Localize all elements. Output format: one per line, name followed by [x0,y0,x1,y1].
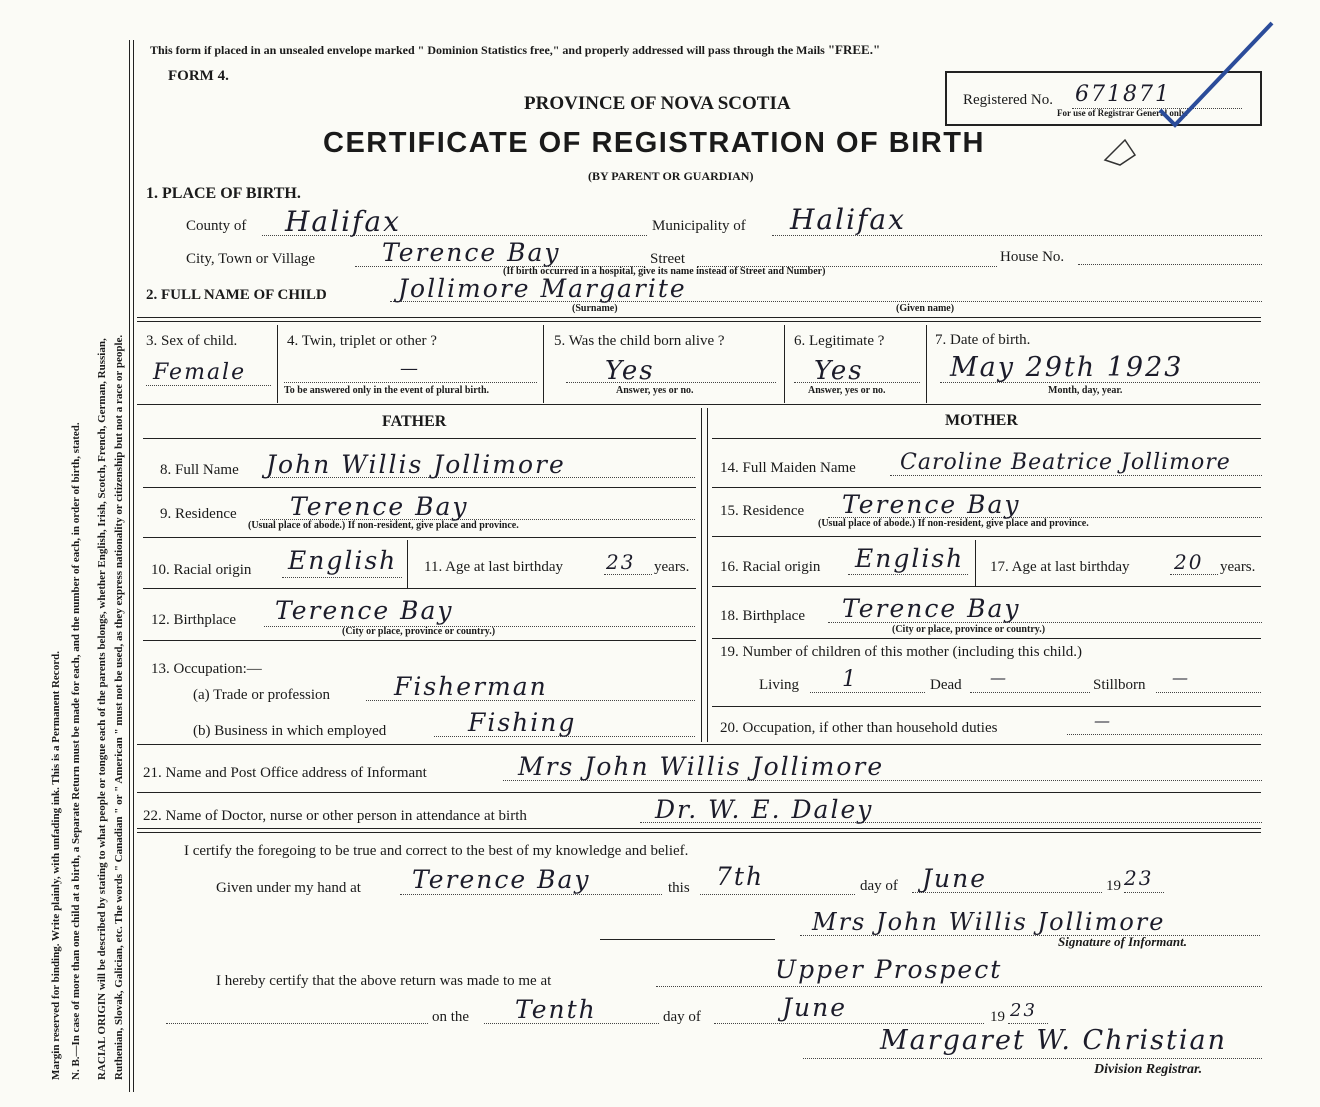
separator-short [600,939,775,940]
father-row8-rule [143,487,696,488]
mother-age-value: 20 [1174,550,1204,574]
mother-race-divider [975,540,976,586]
place-heading: 1. PLACE OF BIRTH. [146,185,301,202]
twin-value: — [400,358,420,379]
registrar-leading-line [166,1023,428,1024]
mother-row15-rule [712,536,1261,537]
year-line [1124,892,1164,893]
registrar-signature: Margaret W. Christian [880,1025,1227,1056]
registrar-statement: I hereby certify that the above return was made to me at [216,973,552,989]
mother-heading-rule [712,438,1261,439]
center-divider-b [707,408,708,742]
father-birthplace-value: Terence Bay [275,596,454,625]
mother-residence-note: (Usual place of abode.) If non-resident, give place and province. [818,518,1089,529]
given-under-label: Given under my hand at [216,880,361,896]
doctor-value: Dr. W. E. Daley [655,795,874,824]
father-row9-rule [143,537,696,538]
mother-age-label: 17. Age at last birthday [990,559,1130,575]
mother-birthplace-value: Terence Bay [842,594,1021,623]
mother-row19-rule [712,706,1261,707]
dob-note: Month, day, year. [1048,385,1123,396]
given-place-line [400,894,662,895]
registrar-day-of-label: day of [663,1009,701,1025]
living-line [810,692,925,693]
father-birthplace-note: (City or place, province or country.) [342,626,496,637]
day-line [700,894,855,895]
certify-statement: I certify the foregoing to be true and correct to the best of my knowledge and belief. [184,843,689,859]
stillborn-value: — [1172,668,1190,687]
registrar-year-value: 23 [1010,1000,1037,1021]
registrar-month-value: June [782,993,848,1022]
margin-rule-inner [133,40,134,1092]
trade-value: Fisherman [394,672,548,701]
house-line [1078,264,1262,265]
father-race-value: English [288,546,398,575]
business-label: (b) Business in which employed [193,723,387,739]
row3-divider-3 [784,325,785,403]
house-label: House No. [1000,249,1065,265]
father-residence-label: 9. Residence [160,506,237,522]
child-name-value: Jollimore Margarite [398,274,687,303]
living-label: Living [759,677,799,693]
mother-row16-rule [712,586,1261,587]
mother-years-label: years. [1220,559,1256,575]
twin-label: 4. Twin, triplet or other ? [287,333,437,349]
mother-birthplace-label: 18. Birthplace [720,608,805,624]
dob-value: May 29th 1923 [950,352,1184,383]
dead-line [970,692,1090,693]
mother-occupation-line [1067,734,1262,735]
trade-label: (a) Trade or profession [193,687,331,703]
children-count-label: 19. Number of children of this mother (including this child.) [720,644,1083,660]
sex-label: 3. Sex of child. [146,333,238,349]
alive-note: Answer, yes or no. [616,385,694,396]
on-the-label: on the [432,1009,470,1025]
mother-residence-value: Terence Bay [842,490,1021,519]
mother-race-line [848,574,968,575]
father-name-label: 8. Full Name [160,462,239,478]
father-residence-value: Terence Bay [290,492,469,521]
mother-occupation-label: 20. Occupation, if other than household duties [720,720,998,736]
mother-age-line [1170,574,1218,575]
dead-label: Dead [930,677,962,693]
this-label: this [668,880,690,896]
father-years-label: years. [654,559,690,575]
row3-divider-1 [277,325,278,403]
dob-label: 7. Date of birth. [935,332,1031,348]
alive-value: Yes [605,356,655,386]
year-value: 23 [1124,866,1154,890]
registrar-signature-line [803,1058,1262,1059]
municipality-value: Halifax [790,203,906,236]
father-birthplace-label: 12. Birthplace [151,612,236,628]
day-of-label: day of [860,878,898,894]
business-value: Fishing [468,708,577,737]
certificate-title: CERTIFICATE OF REGISTRATION OF BIRTH [323,127,985,159]
surname-note: (Surname) [572,303,618,314]
hospital-note: (If birth occurred in a hospital, give its name instead of Street and Number) [503,266,826,277]
mother-heading: MOTHER [945,412,1018,429]
father-age-label: 11. Age at last birthday [424,559,563,575]
father-heading: FATHER [382,413,447,430]
row3-divider-4 [926,325,927,403]
father-age-value: 23 [606,550,636,574]
check-mark-stamp [1080,15,1300,175]
row3-divider-2 [543,325,544,403]
legitimate-label: 6. Legitimate ? [794,333,885,349]
rule-above-row3 [137,317,1261,322]
father-heading-rule [143,438,696,439]
stillborn-line [1156,692,1261,693]
certificate-subtitle: (BY PARENT OR GUARDIAN) [588,169,754,183]
day-value: 7th [716,862,765,891]
center-divider-a [701,408,702,742]
mother-name-value: Caroline Beatrice Jollimore [900,450,1231,475]
street-label: Street [650,251,685,267]
alive-line [566,382,776,383]
informant-label: 21. Name and Post Office address of Informant [143,765,427,781]
doctor-label: 22. Name of Doctor, nurse or other person in attendance at birth [143,808,527,824]
division-registrar-caption: Division Registrar. [1094,1062,1203,1077]
sex-line [146,385,271,386]
margin-note-plural-births: N. B.—In case of more than one child at a birth, a Separate Return must be made for each, and the number of each, in order of birth, stated. [70,422,82,1080]
father-row12-rule [143,640,696,641]
given-name-note: (Given name) [896,303,955,314]
rule-above-certify [137,828,1261,833]
margin-note-racial-origin: RACIAL ORIGIN will be described by stating to what people or tongue each of the parents belongs, whether English, Irish, Scotch, French, German, Russian, [96,338,108,1080]
alive-label: 5. Was the child born alive ? [554,333,725,349]
registrar-month-line [714,1023,984,1024]
mother-occupation-value: — [1094,711,1112,730]
father-residence-note: (Usual place of abode.) If non-resident, give place and province. [248,520,519,531]
mother-residence-label: 15. Residence [720,503,805,519]
informant-signature: Mrs John Willis Jollimore [812,908,1166,936]
stillborn-label: Stillborn [1093,677,1146,693]
mother-race-label: 16. Racial origin [720,559,821,575]
father-race-divider [407,540,408,588]
province-heading: PROVINCE OF NOVA SCOTIA [524,93,791,114]
county-label: County of [186,218,247,234]
father-race-line [282,577,402,578]
rule-below-parents [137,744,1261,745]
rule-below-row3 [137,404,1261,405]
father-occupation-label: 13. Occupation:— [151,661,262,677]
registrar-place-line [656,986,1262,987]
margin-rule [129,40,130,1092]
mother-row14-rule [712,487,1261,488]
father-name-value: John Willis Jollimore [266,450,566,479]
mother-birthplace-note: (City or place, province or country.) [892,624,1046,635]
city-value: Terence Bay [382,238,561,267]
father-row10-rule [143,588,696,589]
mother-name-line [890,475,1262,476]
registrar-place-value: Upper Prospect [775,955,1003,984]
registrar-day-value: Tenth [515,995,597,1024]
informant-value: Mrs John Willis Jollimore [518,752,885,781]
registered-label: Registered No. [963,92,1053,108]
margin-note-nationality: Ruthenian, Slovak, Galician, etc. The words " Canadian " or " American " must not be used, as they express nationality or citizenship but not a race or people. [113,334,125,1080]
mother-name-label: 14. Full Maiden Name [720,460,856,476]
father-age-line [604,574,652,575]
twin-note: To be answered only in the event of plural birth. [284,385,490,396]
signature-caption: Signature of Informant. [1058,934,1187,949]
mother-row18-rule [712,638,1261,639]
father-race-label: 10. Racial origin [151,562,252,578]
rule-below-informant [137,792,1261,793]
month-value: June [922,864,988,893]
child-name-label: 2. FULL NAME OF CHILD [146,287,327,303]
legitimate-note: Answer, yes or no. [808,385,886,396]
living-value: 1 [842,667,858,692]
municipality-label: Municipality of [652,218,746,234]
year-prefix: 19 [1106,878,1121,894]
twin-line [284,382,537,383]
registrar-year-prefix: 19 [990,1009,1005,1025]
registered-value: 671871 [1075,82,1171,107]
margin-note-binding: Margin reserved for binding. Write plainly, with unfading ink. This is a Permanent Record. [50,651,62,1080]
city-label: City, Town or Village [186,251,316,267]
given-place-value: Terence Bay [412,865,591,894]
dead-value: — [990,668,1008,687]
sex-value: Female [153,360,247,385]
mother-race-value: English [855,544,965,573]
postal-note: This form if placed in an unsealed envelope marked " Dominion Statistics free," and properly addressed will pass through the Mails "FREE." [150,42,881,57]
county-value: Halifax [285,205,401,238]
form-number: FORM 4. [168,68,229,84]
registrar-year-line [1008,1023,1048,1024]
registrar-use-note: For use of Registrar General only. [1057,108,1188,118]
legitimate-value: Yes [814,356,864,386]
informant-signature-line [800,935,1260,936]
